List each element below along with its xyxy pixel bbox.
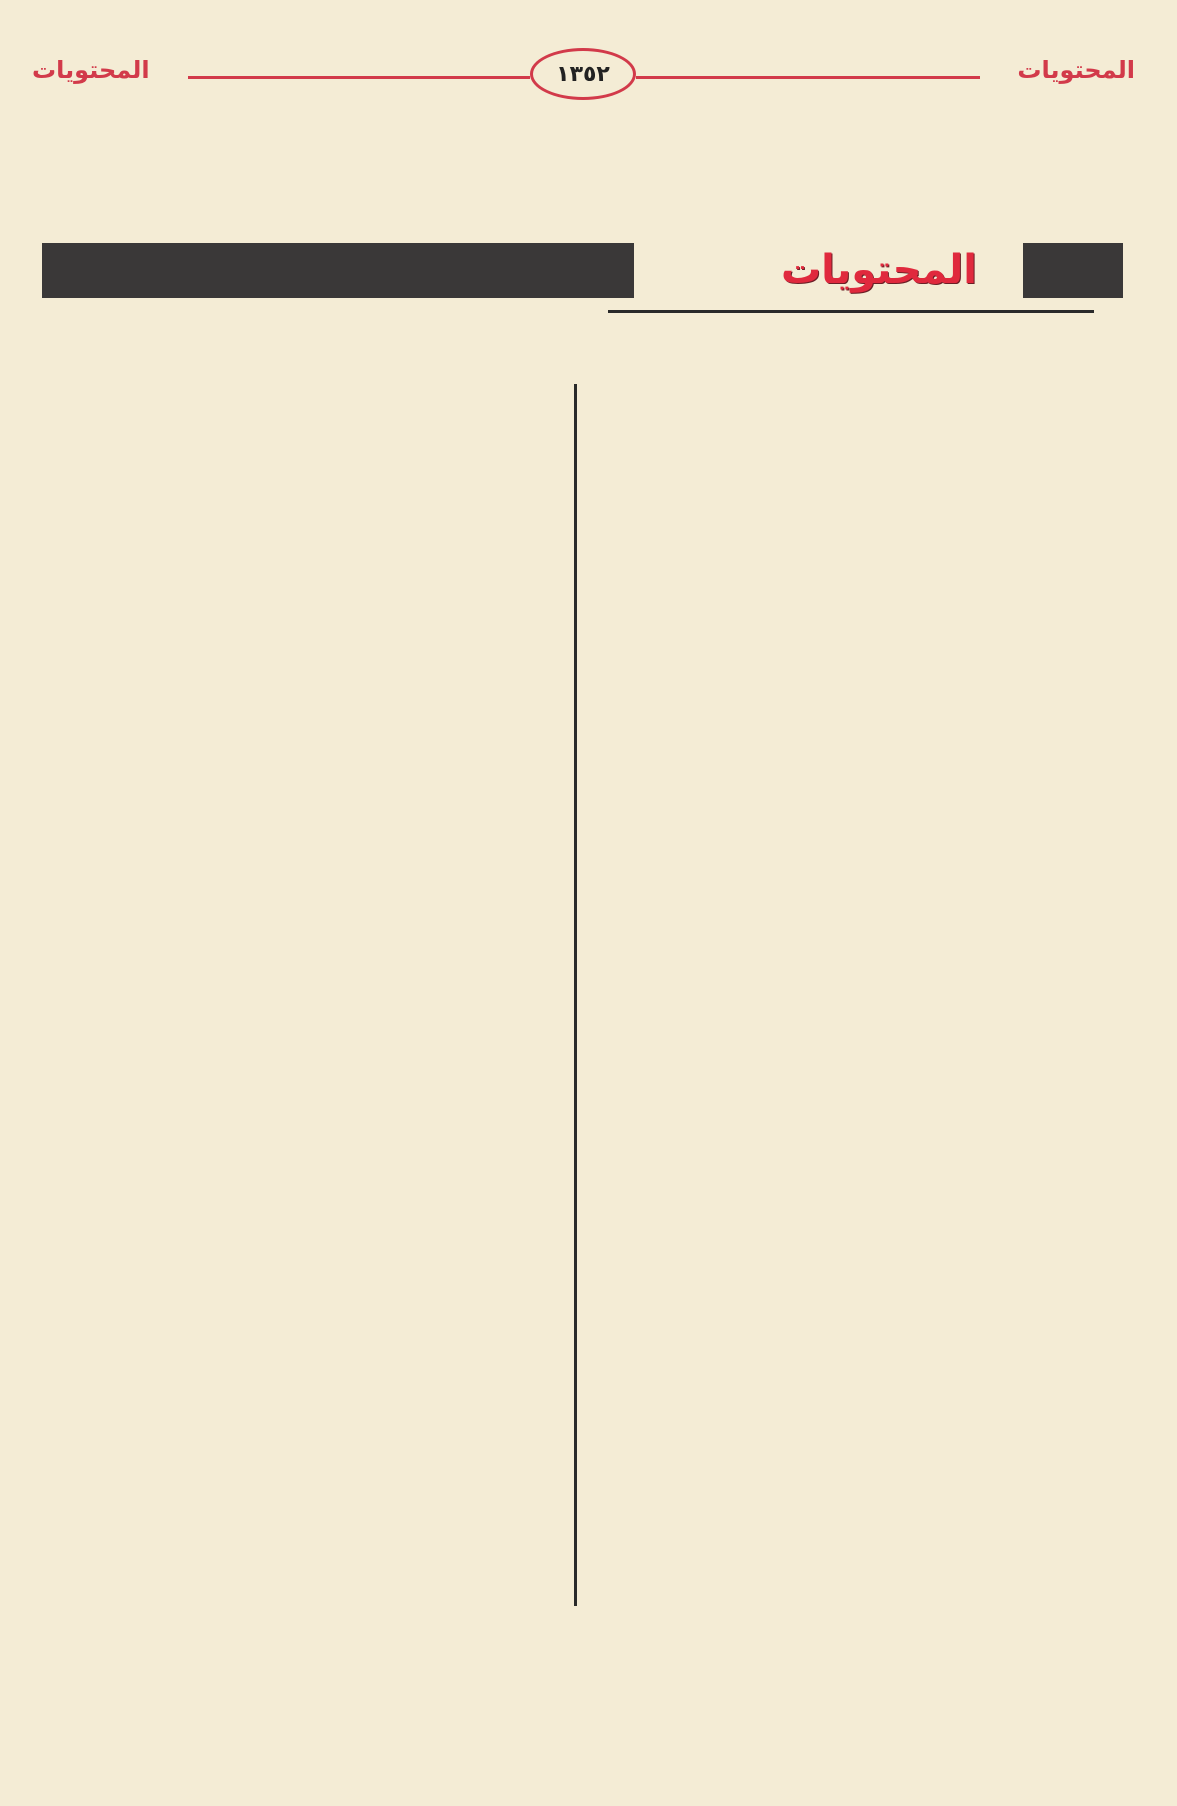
- banner-bar-right: [1023, 243, 1123, 298]
- header-rule-left: [188, 76, 530, 79]
- column-divider: [574, 384, 577, 1606]
- page-title: المحتويات: [780, 247, 977, 293]
- header-rule-right: [636, 76, 980, 79]
- page-number: ١٣٥٢: [556, 61, 610, 87]
- banner-underline: [608, 310, 1094, 313]
- running-header: [0, 42, 1177, 102]
- contents-banner: [40, 240, 1125, 320]
- running-title-left: المحتويات: [32, 56, 150, 84]
- running-title-right: المحتويات: [1017, 56, 1135, 84]
- page-number-badge: [530, 48, 636, 100]
- banner-bar-left: [42, 243, 634, 298]
